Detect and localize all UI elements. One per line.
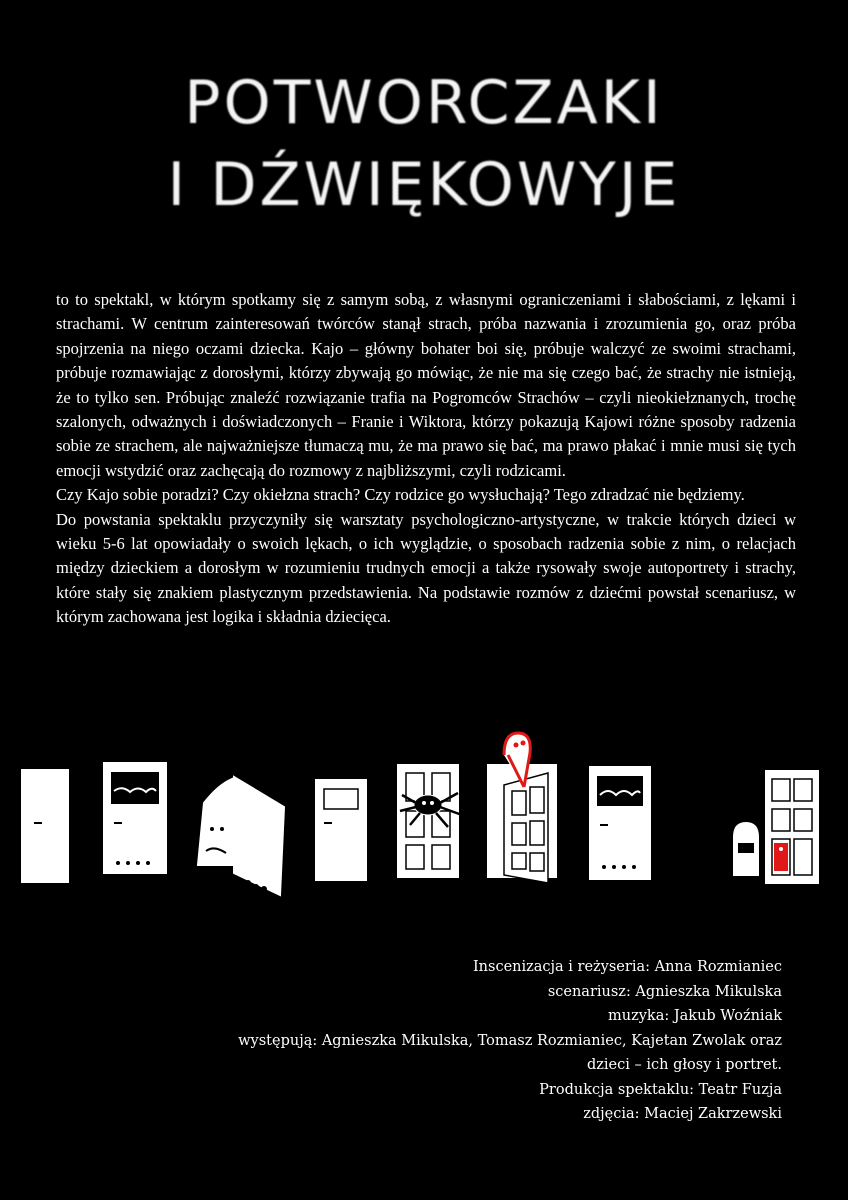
credit-cast: występują: Agnieszka Mikulska, Tomasz Rozmianiec, Kajetan Zwolak oraz	[238, 1032, 782, 1049]
door-3-open-with-monster	[198, 777, 284, 895]
credit-direction: Inscenizacja i reżyseria: Anna Rozmianiec	[472, 959, 782, 975]
ghost-monster	[734, 823, 758, 875]
description-paragraph-3: Do powstania spektaklu przyczyniły się warsztaty psychologiczno-artystyczne, w trakcie których dzieci w wieku 5-6 lat opowiadały o swoich lękach, o ich wyglądzie, o sposobach radzenia sobie z nim, o relacjach między dzieckiem a dorosłym w rozumieniu trudnych emocji a także rysowały swoje autoportrety i strachy, które stały się znakiem plastycznym przedstawienia. Na podstawie rozmów z dziećmi powstał scenariusz, w którym zachowana jest logika i składnia dziecięca.	[56, 509, 796, 627]
description-paragraph-1: to to spektakl, w którym spotkamy się z samym sobą, z własnymi ograniczeniami i słabościami, z lękami i strachami. W centrum zainteresowań twórców stanął strach, próba nazwania i zrozumienia go, oraz próba spojrzenia na niego oczami dziecka. Kajo – główny bohater boi się, próbuje walczyć ze swoimi strachami, próbuje rozmawiając z dorosłymi, którzy zbywają go mówiąc, że nie ma się czego bać, że strachy nie istnieją, że to tylko sen. Próbując znaleźć rozwiązanie trafia na Pogromców Strachów – czyli nieokiełznanych, trochę szalonych, odważnych i doświadczonych – Franie i Wiktora, którzy pokazują Kajowi różne sposoby radzenia sobie ze strachem, ale najważniejsze tłumaczą mu, że ma prawo się bać, ma prawo płakać i mnie musi się tych emocji wstydzić oraz zachęcają do rozmowy z najbliższymi, czyli rodzicami.	[56, 290, 796, 480]
credit-music: muzyka: Jakub Woźniak	[607, 1008, 782, 1024]
title-line-1: POTWORCZAKI	[184, 68, 664, 138]
door-1	[22, 770, 68, 882]
credit-photos: zdjęcia: Maciej Zakrzewski	[583, 1106, 782, 1122]
title-line-2: I DŹWIĘKOWYJE	[167, 150, 681, 220]
door-2	[104, 763, 166, 873]
credit-cast-children: dzieci – ich głosy i portret.	[587, 1057, 782, 1073]
door-6-with-red-monster	[488, 733, 556, 883]
description	[56, 288, 796, 630]
credit-production: Produkcja spektaklu: Teatr Fuzja	[539, 1081, 782, 1098]
door-7	[590, 767, 650, 879]
credits	[182, 955, 782, 1127]
door-8-panel	[766, 771, 818, 883]
credit-script: scenariusz: Agnieszka Mikulska	[547, 983, 782, 1000]
poster-title	[0, 62, 848, 226]
door-4	[316, 780, 366, 880]
doors-illustration	[18, 725, 830, 900]
door-5-with-spider	[398, 765, 462, 877]
description-paragraph-2: Czy Kajo sobie poradzi? Czy okiełzna strach? Czy rodzice go wysłuchają? Tego zdradzać nie będziemy.	[56, 485, 745, 505]
